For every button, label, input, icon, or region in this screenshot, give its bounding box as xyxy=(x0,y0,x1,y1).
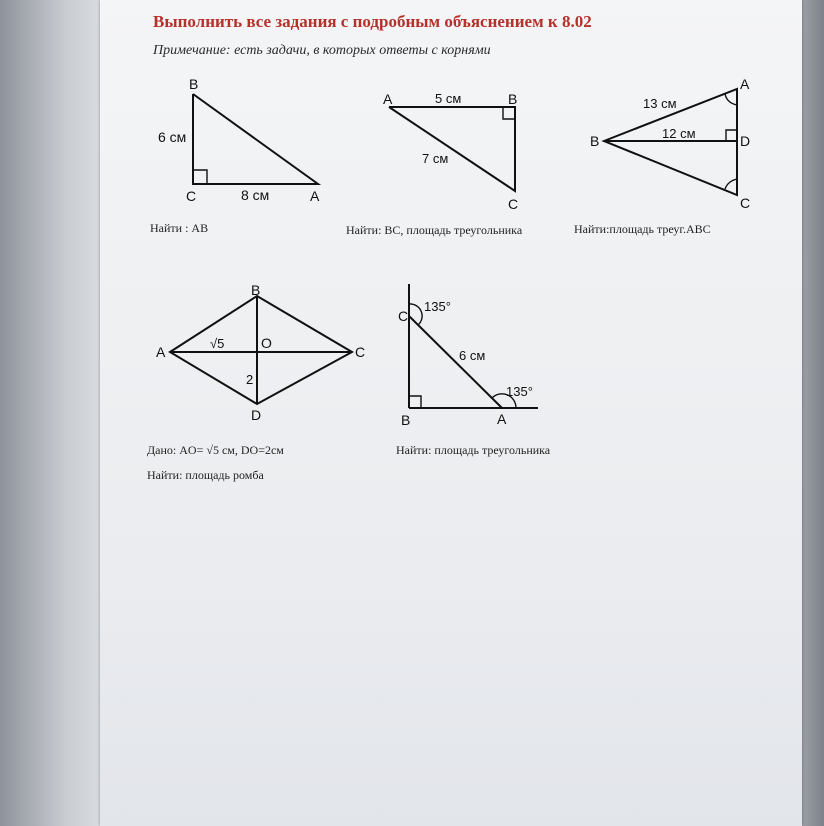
vertex-label-a: A xyxy=(383,91,393,107)
vertex-label-a: A xyxy=(740,76,750,92)
figure-triangle-1 xyxy=(150,75,340,210)
right-angle-marker xyxy=(409,396,421,408)
caption-problem-4-find: Найти: площадь ромба xyxy=(147,468,264,482)
vertex-label-b: B xyxy=(189,76,199,92)
vertex-label-c: C xyxy=(508,196,519,212)
vertex-label-b: B xyxy=(590,133,600,149)
vertex-label-b: B xyxy=(508,91,518,107)
vertex-label-c: C xyxy=(398,308,409,324)
angle-label-c: 135° xyxy=(424,299,451,314)
length-label-ac: 7 см xyxy=(422,151,449,166)
length-label-ca: 6 см xyxy=(459,348,486,363)
triangle-1-sides xyxy=(193,94,318,184)
vertex-label-a: A xyxy=(497,411,507,427)
angle-arc-a xyxy=(725,94,737,105)
right-angle-marker xyxy=(503,107,515,119)
vertex-label-b: B xyxy=(401,412,411,428)
caption-problem-2: Найти: BC, площадь треугольника xyxy=(346,223,523,237)
worksheet-page xyxy=(100,0,802,826)
right-angle-marker xyxy=(726,130,737,141)
length-label-bc: 6 см xyxy=(158,129,187,145)
length-label-bd: 12 см xyxy=(662,126,696,141)
vertex-label-a: A xyxy=(310,188,320,204)
triangle-2-sides xyxy=(389,107,515,191)
vertex-label-c: C xyxy=(740,195,751,211)
length-label-ao: √5 xyxy=(210,336,225,351)
caption-problem-3: Найти:площадь треуг.ABC xyxy=(574,222,711,236)
length-label-do: 2 xyxy=(246,372,254,387)
angle-arc-c xyxy=(725,179,737,189)
center-label-o: O xyxy=(261,335,272,351)
figure-triangle-5 xyxy=(390,290,550,435)
vertex-label-d: D xyxy=(251,407,262,423)
length-label-ca: 8 см xyxy=(241,187,270,203)
side-ca xyxy=(409,316,502,408)
vertex-label-a: A xyxy=(156,344,166,360)
vertex-label-b: B xyxy=(251,282,261,298)
caption-problem-4-given: Дано: AO= √5 см, DO=2см xyxy=(147,443,284,457)
caption-problem-1: Найти : AB xyxy=(150,221,209,235)
vertex-label-c: C xyxy=(186,188,197,204)
worksheet-note: Примечание: есть задачи, в которых ответы с корнями xyxy=(153,43,491,58)
vertex-label-d: D xyxy=(740,133,751,149)
worksheet-title: Выполнить все задания с подробным объяснением к 8.02 xyxy=(153,12,592,31)
caption-problem-5: Найти: площадь треугольника xyxy=(396,443,551,457)
right-angle-marker xyxy=(193,170,207,184)
length-label-ab: 13 см xyxy=(643,96,677,111)
figure-rhombus xyxy=(150,280,365,430)
vertex-label-c: C xyxy=(355,344,366,360)
figure-triangle-3 xyxy=(585,75,765,215)
figure-triangle-2 xyxy=(375,85,545,220)
length-label-ab: 5 см xyxy=(435,91,462,106)
angle-label-a: 135° xyxy=(506,384,533,399)
